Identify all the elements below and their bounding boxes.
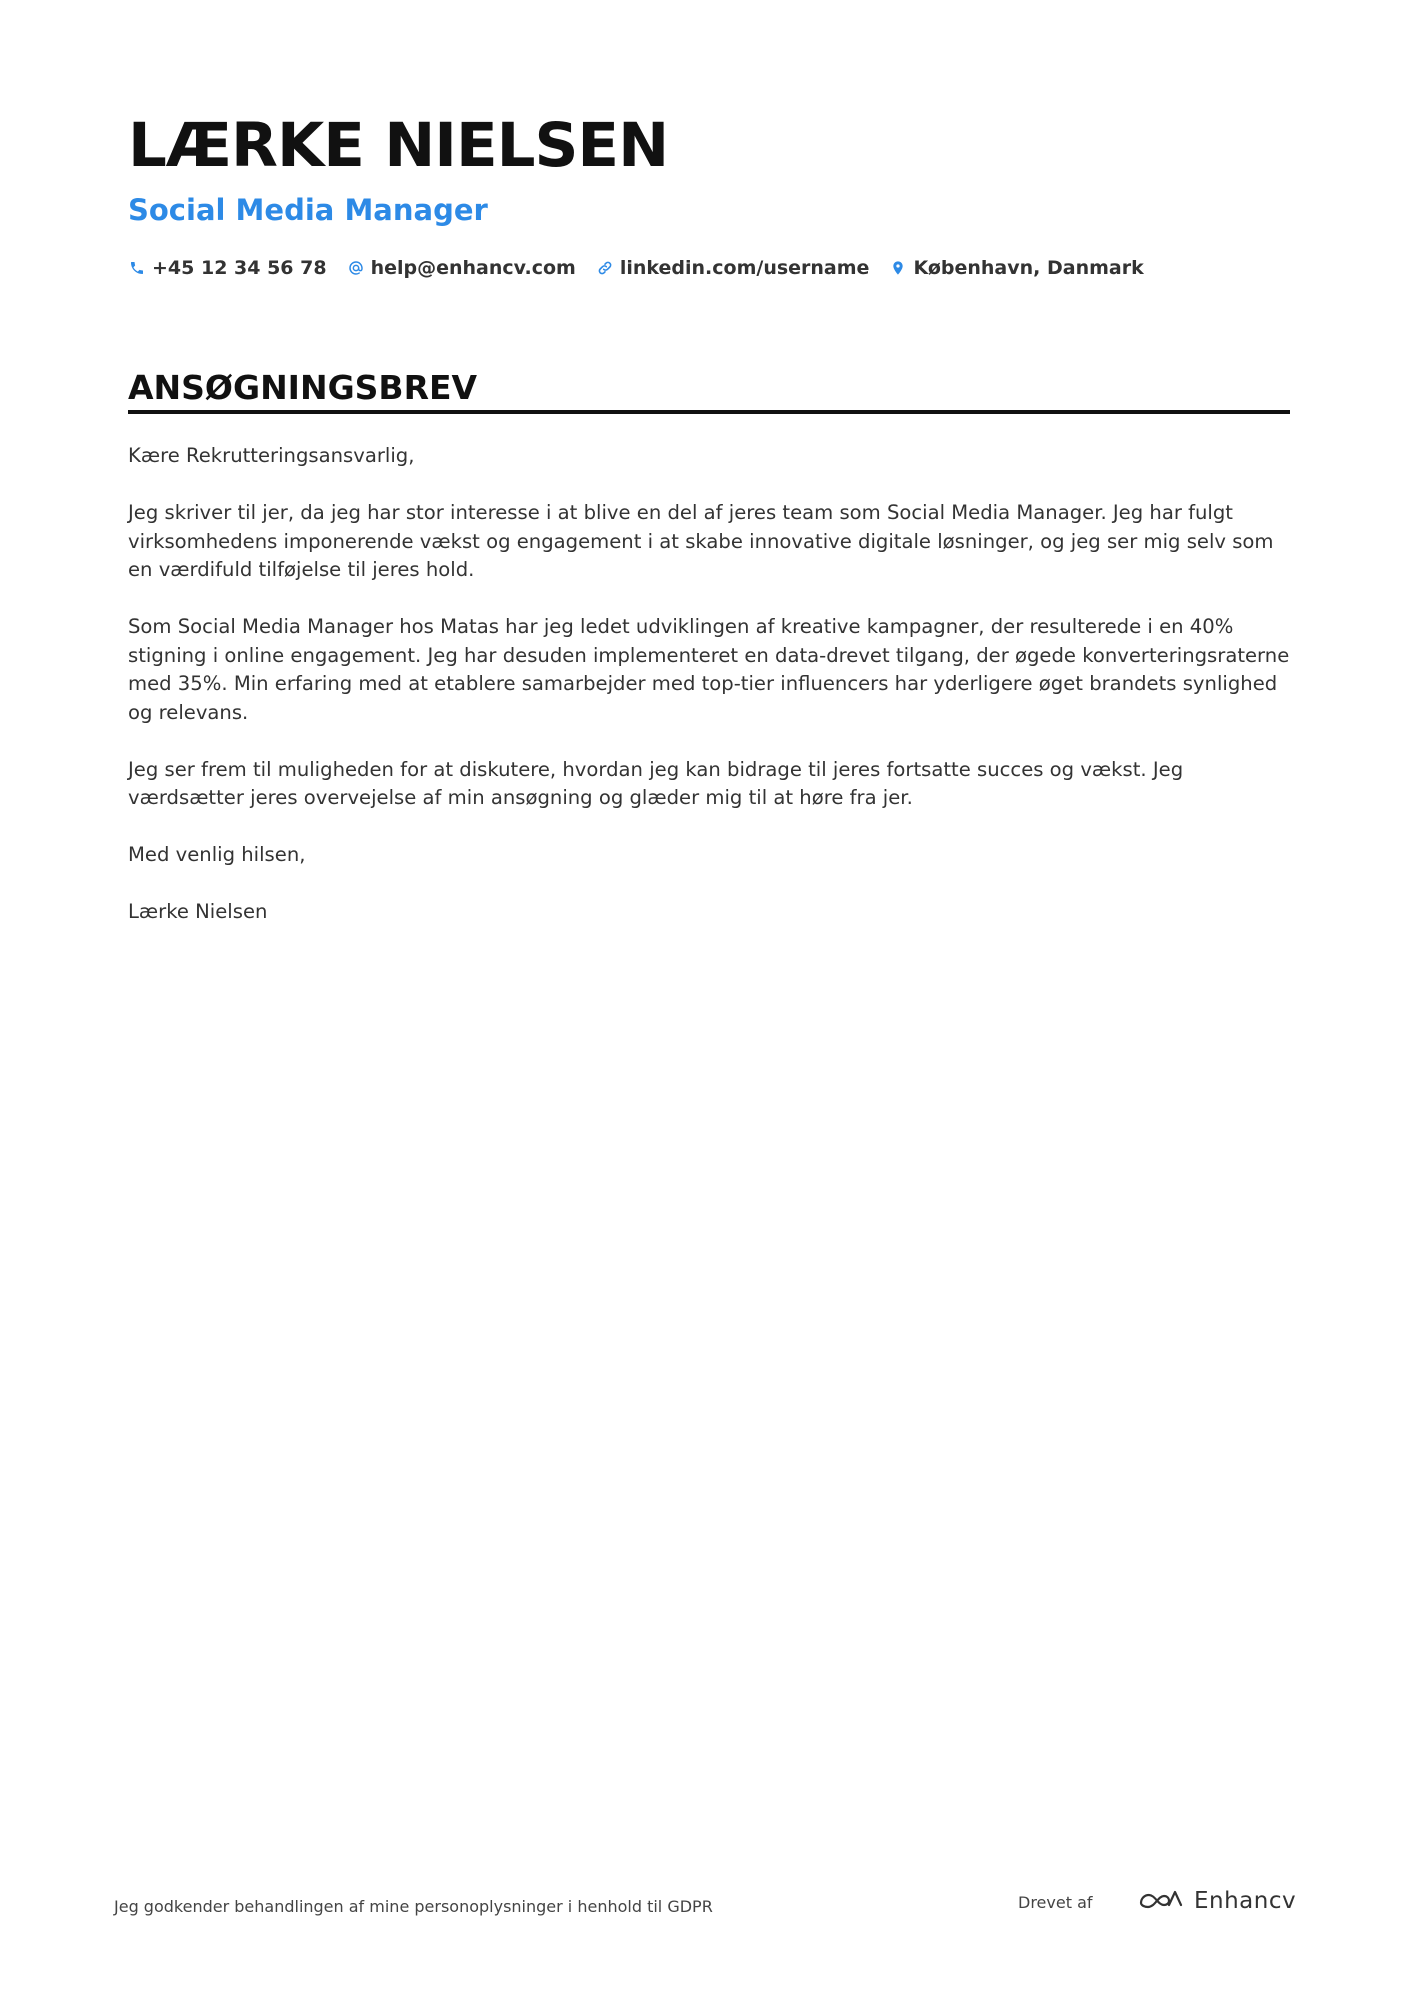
brand-name: Enhancv xyxy=(1194,1888,1297,1914)
letter-paragraph-1: Jeg skriver til jer, da jeg har stor interesse i at blive en del af jeres team som Social Media Manager. Jeg har fulgt virksomhedens imponerende vækst og engagement i at skabe innovative digitale løsninger, og jeg ser mig selv som en værdifuld tilføjelse til jeres hold. xyxy=(128,501,1274,581)
link-icon xyxy=(596,259,614,277)
applicant-name: LÆRKE NIELSEN xyxy=(128,110,669,181)
at-icon xyxy=(347,259,365,277)
letter-signature: Lærke Nielsen xyxy=(128,900,268,923)
phone-number: +45 12 34 56 78 xyxy=(152,257,327,279)
contact-phone[interactable] xyxy=(128,254,327,282)
contact-email[interactable] xyxy=(347,254,576,282)
phone-icon xyxy=(128,259,146,277)
letter-closing: Med venlig hilsen, xyxy=(128,843,306,866)
gdpr-consent-text: Jeg godkender behandlingen af mine personoplysninger i henhold til GDPR xyxy=(114,1897,713,1916)
location-pin-icon xyxy=(889,259,907,277)
contact-bar xyxy=(128,254,1144,282)
enhancv-logo-icon xyxy=(1138,1887,1184,1916)
powered-by-label: Drevet af xyxy=(1018,1893,1093,1912)
contact-linkedin[interactable] xyxy=(596,254,870,282)
enhancv-brand[interactable] xyxy=(1138,1886,1296,1916)
letter-paragraph-2: Som Social Media Manager hos Matas har jeg ledet udviklingen af kreative kampagner, der resulterede i en 40% stigning i online engagement. Jeg har desuden implementeret en data-drevet tilgang, der øgede konverteringsraterne med 35%. Min erfaring med at etablere samarbejder med top-tier influencers har yderligere øget brandets synlighed og relevans. xyxy=(128,615,1290,724)
location-text: København, Danmark xyxy=(913,257,1144,279)
letter-body xyxy=(128,442,1303,955)
letter-greeting: Kære Rekrutteringsansvarlig, xyxy=(128,444,415,467)
section-title: ANSØGNINGSBREV xyxy=(128,368,478,407)
job-title: Social Media Manager xyxy=(128,193,488,227)
email-address: help@enhancv.com xyxy=(370,257,576,279)
letter-paragraph-3: Jeg ser frem til muligheden for at diskutere, hvordan jeg kan bidrage til jeres fortsatte succes og vækst. Jeg værdsætter jeres overvejelse af min ansøgning og glæder mig til at høre fra jer. xyxy=(128,757,1184,809)
linkedin-url: linkedin.com/username xyxy=(619,257,870,279)
section-divider xyxy=(128,410,1290,414)
contact-location xyxy=(889,254,1143,282)
